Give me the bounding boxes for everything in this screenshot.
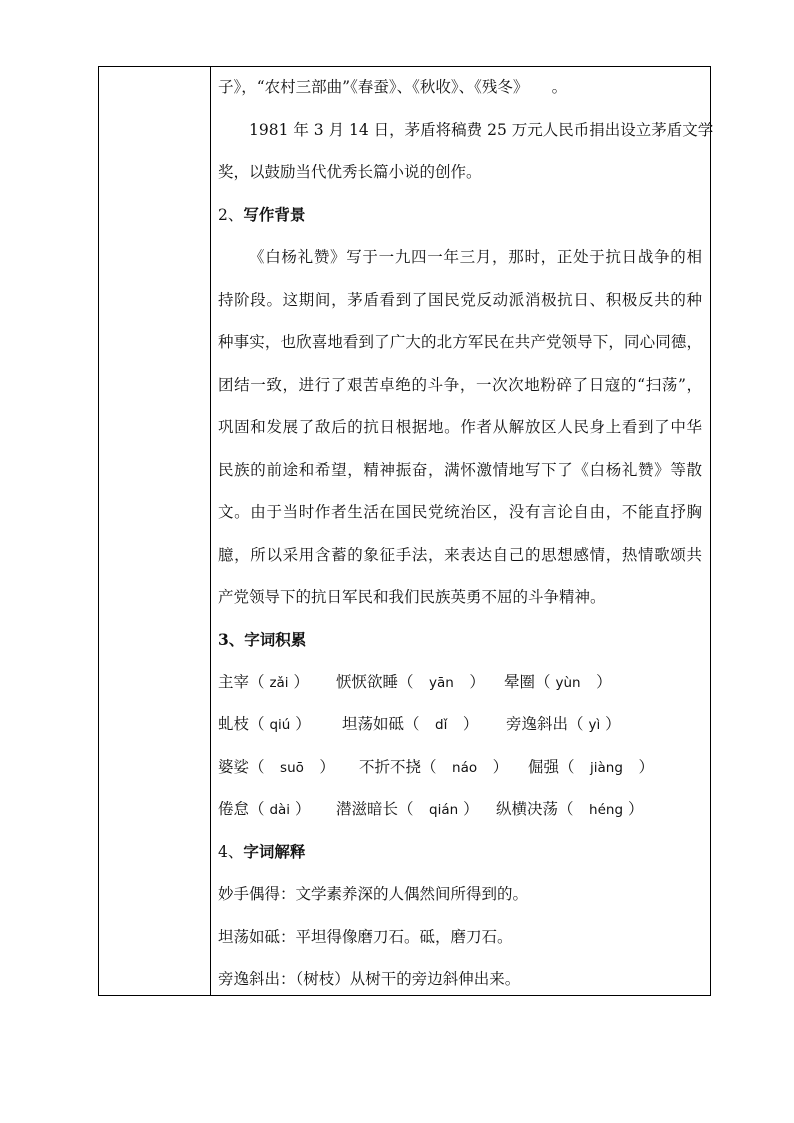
background-line-7: 文。由于当时作者生活在国民党统治区，没有言论自由，不能直抒胸 (218, 503, 702, 521)
vocab-word: 纵横决荡 (496, 800, 559, 818)
vocab-word: 晕圈 (504, 673, 536, 691)
vocab-item: 旁逸斜出（ yì ） (506, 715, 621, 733)
vocab-word: 婆娑 (218, 758, 250, 776)
background-line-5: 巩固和发展了敌后的抗日根据地。作者从解放区人民身上看到了中华 (218, 418, 702, 436)
vocab-pinyin: qián (429, 802, 459, 818)
background-line-3: 种事实，也欣喜地看到了广大的北方军民在共产党领导下，同心同德， (218, 333, 702, 351)
vocab-word: 不折不挠 (359, 758, 422, 776)
vocab-pinyin: dǐ (435, 717, 448, 733)
vocab-word: 虬枝 (218, 715, 250, 733)
background-line-2: 持阶段。这期间，茅盾看到了国民党反动派消极抗日、积极反共的种 (218, 291, 702, 309)
vocab-word: 潜滋暗长 (336, 800, 399, 818)
background-line-1: 《白杨礼赞》写于一九四一年三月，那时，正处于抗日战争的相 (249, 248, 702, 266)
background-line-6: 民族的前途和希望，精神振奋，满怀激情地写下了《白杨礼赞》等散 (218, 461, 702, 479)
section-heading-number: 2、 (218, 206, 244, 224)
vocab-pinyin: jiàng (590, 760, 623, 776)
vocab-word: 旁逸斜出 (506, 715, 569, 733)
vocab-item: 倔强（ jiàng ） (528, 758, 654, 776)
vocab-item: 倦怠（ dài ） (218, 800, 311, 818)
explanation-line-2: 坦荡如砥：平坦得像磨刀石。砥，磨刀石。 (218, 928, 513, 946)
vocab-item: 虬枝（ qiú ） (218, 715, 311, 733)
document-table (98, 66, 714, 996)
vocab-item: 纵横决荡（ héng ） (496, 800, 644, 818)
vocab-pinyin: suō (280, 760, 304, 776)
vocab-item: 婆娑（ suō ） (218, 758, 335, 776)
explanation-line-3: 旁逸斜出：（树枝）从树干的旁边斜伸出来。 (218, 970, 521, 988)
vocab-pinyin: yān (429, 675, 454, 691)
paragraph-prize-line-1: 1981 年 3 月 14 日，茅盾将稿费 25 万元人民币捐出设立茅盾文学 (249, 121, 714, 139)
vocab-word: 主宰 (218, 673, 250, 691)
vocab-pinyin: yì (588, 717, 601, 733)
paragraph-prize-line-2: 奖，以鼓励当代优秀长篇小说的创作。 (218, 163, 482, 181)
vocab-pinyin: náo (452, 760, 478, 776)
vocab-pinyin: yùn (555, 675, 581, 691)
background-line-4: 团结一致，进行了艰苦卓绝的斗争，一次次地粉碎了日寇的“扫荡”， (218, 376, 702, 394)
vocab-pinyin: héng (589, 802, 624, 818)
vocab-item: 不折不挠（ náo ） (359, 758, 509, 776)
section-heading-vocab: 3、字词积累 (218, 630, 307, 649)
vocab-item: 潜滋暗长（ qián ） (336, 800, 479, 818)
background-line-8: 臆，所以采用含蓄的象征手法，来表达自己的思想感情，热情歌颂共 (218, 546, 702, 564)
vocab-item: 坦荡如砥（ dǐ ） (342, 715, 479, 733)
vocab-item: 主宰（ zǎi ） (218, 673, 310, 691)
section-heading-explanations (218, 842, 305, 862)
background-line-9: 产党领导下的抗日军民和我们民族英勇不屈的斗争精神。 (218, 588, 606, 606)
vocab-word: 倦怠 (218, 800, 250, 818)
section-heading-text: 写作背景 (243, 205, 306, 224)
section-heading-background (218, 205, 305, 225)
column-divider (210, 67, 211, 995)
section-heading-text: 字词解释 (243, 842, 306, 861)
section-heading-number: 4、 (218, 843, 244, 861)
vocab-pinyin: dài (269, 802, 291, 818)
vocab-word: 恹恹欲睡 (336, 673, 399, 691)
vocab-pinyin: zǎi (269, 675, 289, 691)
explanation-line-1: 妙手偶得：文学素养深的人偶然间所得到的。 (218, 885, 529, 903)
vocab-word: 倔强 (528, 758, 560, 776)
vocab-pinyin: qiú (269, 717, 291, 733)
paragraph-author-works: 子》，“农村三部曲”《春蚕》、《秋收》、《残冬》 。 (218, 78, 568, 96)
vocab-word: 坦荡如砥 (342, 715, 405, 733)
vocab-item: 恹恹欲睡（ yān ） (336, 673, 485, 691)
vocab-item: 晕圈（ yùn ） (504, 673, 612, 691)
